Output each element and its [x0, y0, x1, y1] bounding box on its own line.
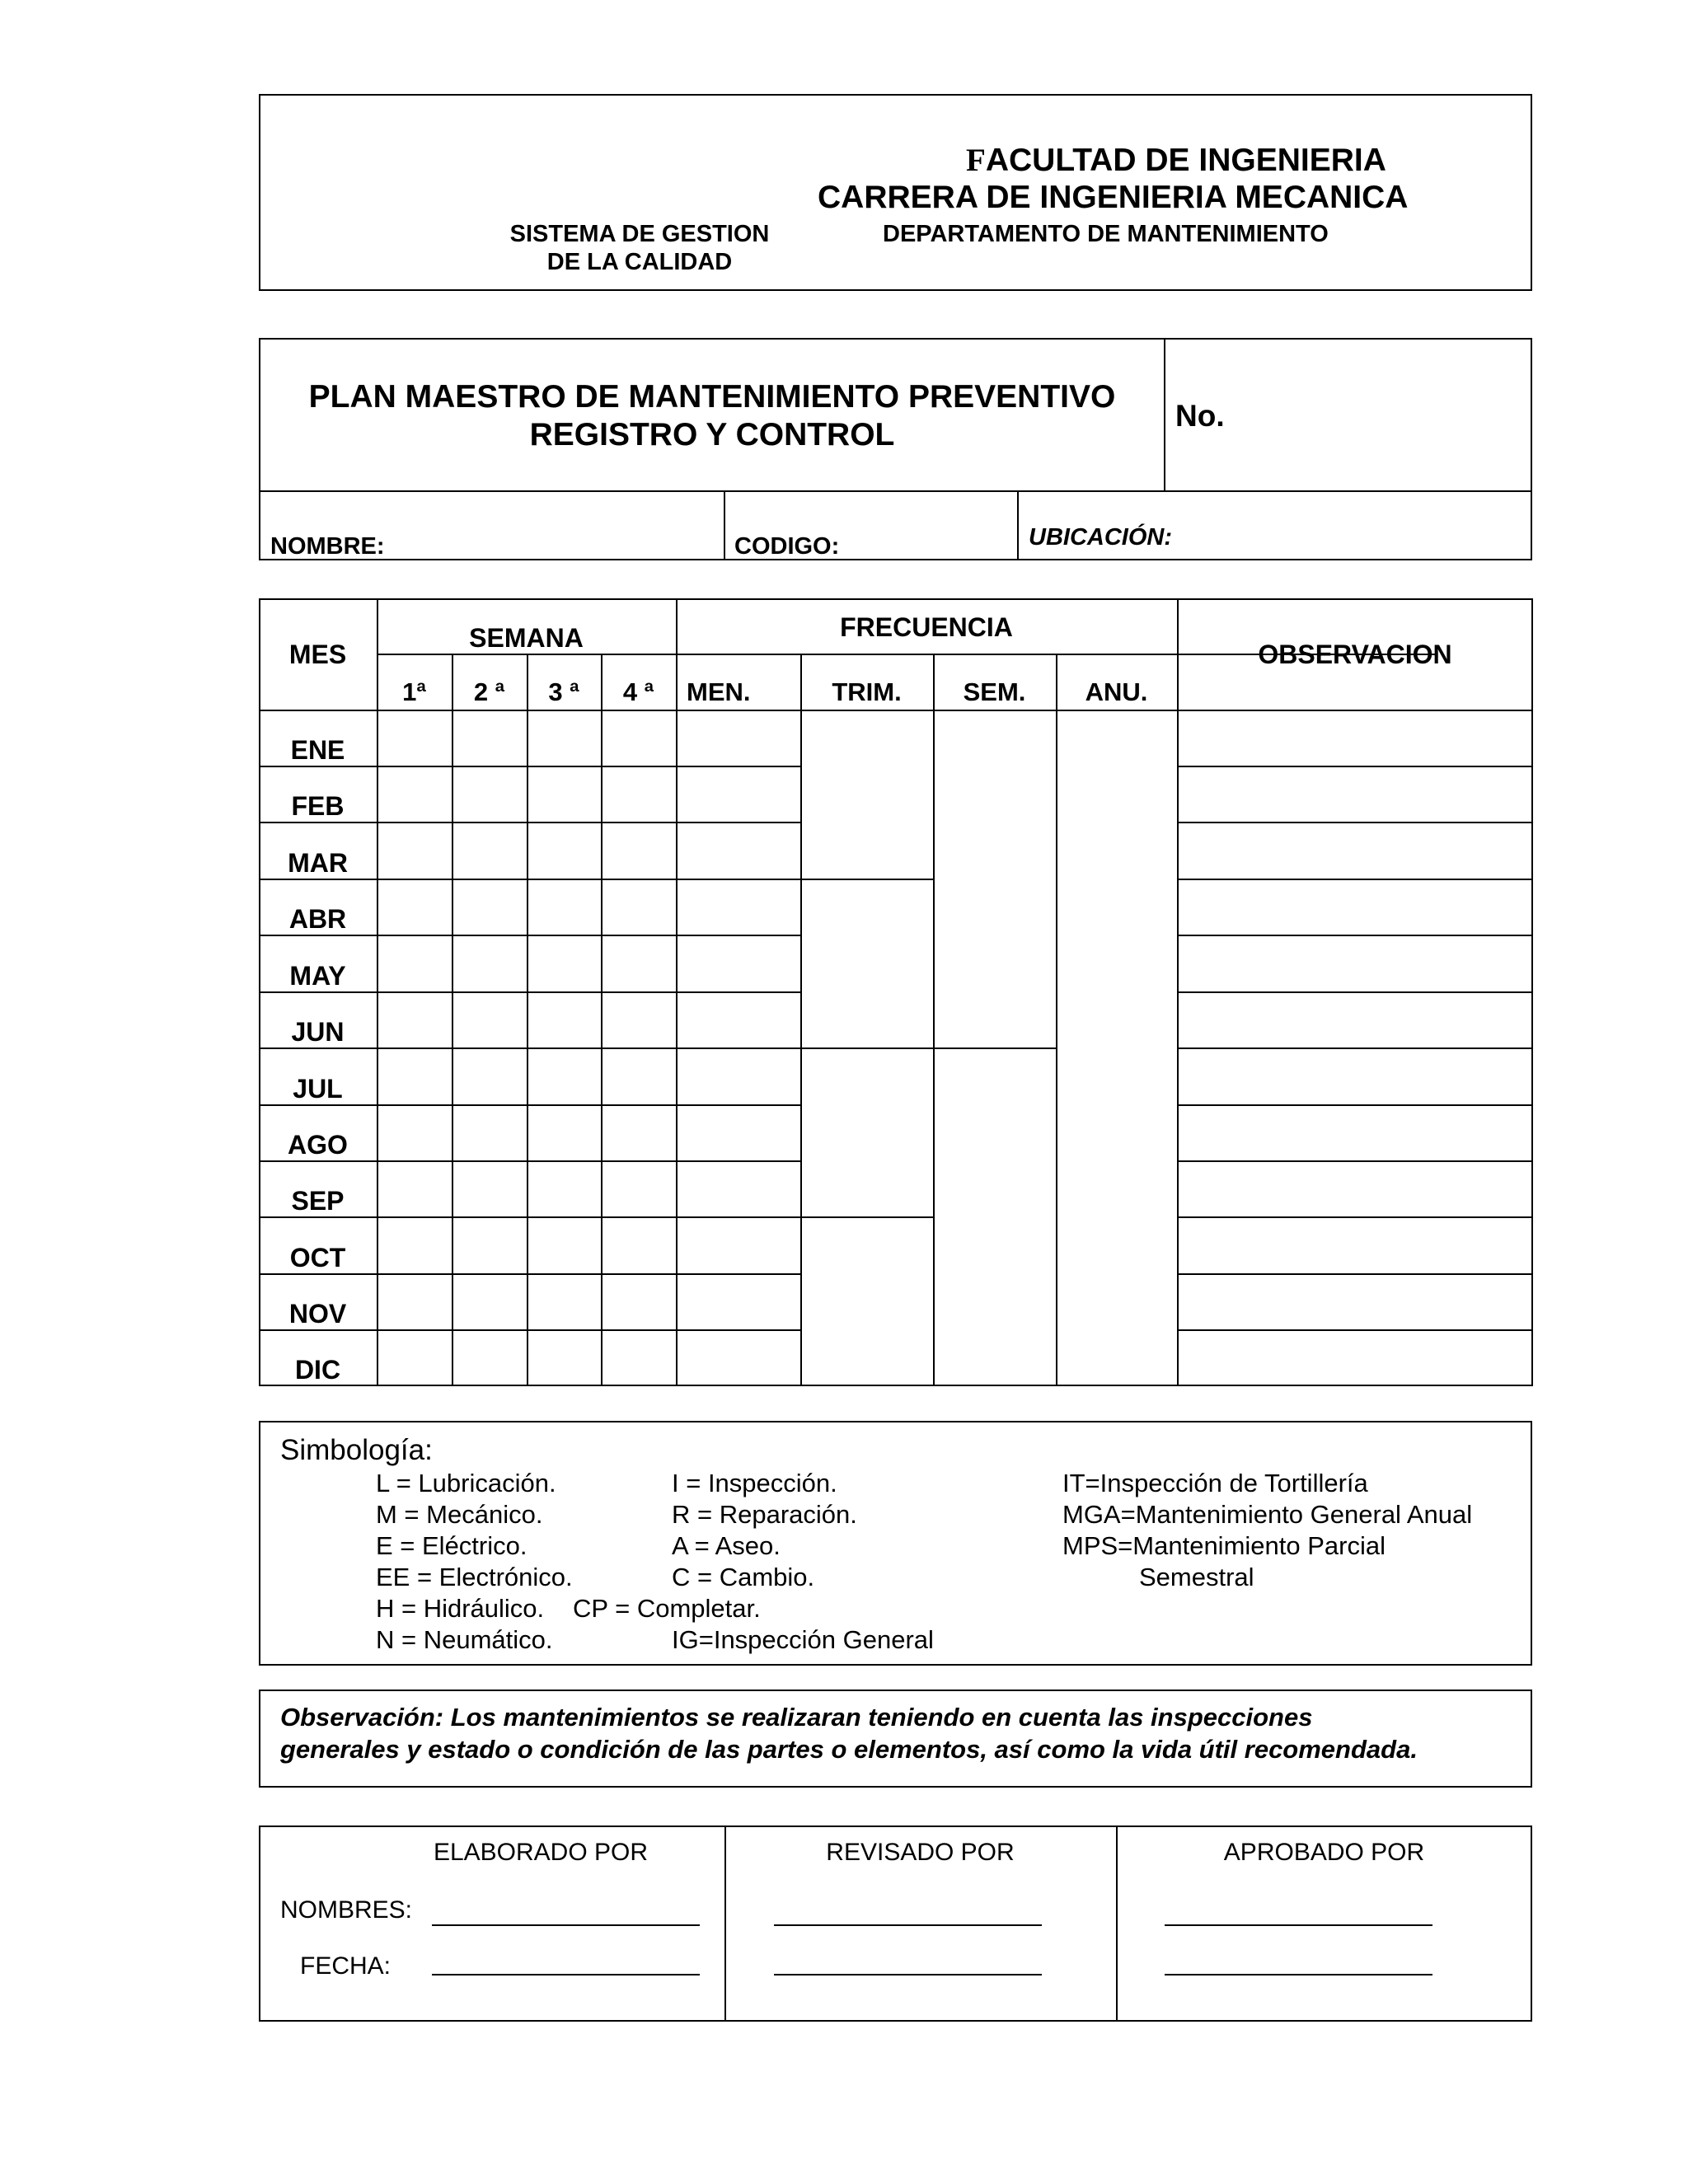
plan-box [259, 338, 1532, 560]
elaborado-date-line[interactable] [432, 1974, 700, 1975]
sym-mantenimiento-parcial: MPS=Mantenimiento Parcial [1062, 1531, 1386, 1560]
freq-semiannual-header: SEM. [963, 677, 1026, 706]
week-4-header: 4 ª [622, 677, 654, 706]
month-mar: MAR [288, 848, 348, 878]
quality-system-line1: SISTEMA DE GESTION [509, 221, 770, 247]
code-label[interactable]: CODIGO: [734, 533, 840, 560]
aprobado-date-line[interactable] [1165, 1974, 1432, 1975]
sym-semestral: Semestral [1139, 1563, 1254, 1591]
aprobado-header: APROBADO POR [1223, 1839, 1425, 1866]
symbology-box [259, 1421, 1532, 1666]
fecha-label: FECHA: [300, 1952, 392, 1980]
revisado-date-line[interactable] [774, 1974, 1042, 1975]
sym-inspeccion-general: IG=Inspección General [672, 1625, 934, 1654]
month-nov: NOV [288, 1299, 347, 1329]
plan-title-line1: PLAN MAESTRO DE MANTENIMIENTO PREVENTIVO [308, 379, 1116, 415]
symbology-title: Simbología: [280, 1434, 433, 1466]
sym-electronico: EE = Electrónico. [376, 1563, 573, 1591]
faculty-initial: F [966, 143, 986, 178]
name-label[interactable]: NOMBRE: [270, 533, 385, 560]
week-1-header: 1ª [402, 677, 426, 706]
career-title: CARRERA DE INGENIERIA MECANICA [818, 180, 1409, 215]
month-oct: OCT [289, 1243, 346, 1272]
number-label: No. [1175, 399, 1225, 433]
revisado-name-line[interactable] [774, 1924, 1042, 1926]
signatures-box [259, 1825, 1532, 2022]
sym-aseo: A = Aseo. [672, 1531, 781, 1560]
observation-line1: Observación: Los mantenimientos se realizaran teniendo en cuenta las inspecciones [280, 1703, 1313, 1732]
week-2-header: 2 ª [473, 677, 505, 706]
sym-lubricacion: L = Lubricación. [376, 1469, 556, 1497]
semana-header: SEMANA [469, 623, 584, 653]
plan-title-line2: REGISTRO Y CONTROL [529, 417, 895, 452]
month-sep: SEP [291, 1186, 345, 1216]
department-title: DEPARTAMENTO DE MANTENIMIENTO [883, 221, 1329, 247]
sym-neumatico: N = Neumático. [376, 1625, 553, 1654]
location-label[interactable]: UBICACIÓN: [1029, 524, 1172, 551]
freq-monthly-header: MEN. [687, 677, 751, 706]
revisado-header: REVISADO POR [826, 1839, 1015, 1866]
maintenance-table [259, 598, 1533, 1386]
faculty-title [966, 142, 1386, 179]
sym-mecanico: M = Mecánico. [376, 1500, 543, 1529]
mes-header: MES [288, 640, 347, 669]
elaborado-header: ELABORADO POR [433, 1839, 649, 1866]
elaborado-name-line[interactable] [432, 1924, 700, 1926]
observation-line2: generales y estado o condición de las partes o elementos, así como la vida útil recomendada. [280, 1735, 1418, 1764]
freq-annual-header: ANU. [1085, 677, 1148, 706]
sym-inspeccion: I = Inspección. [672, 1469, 837, 1497]
month-ago: AGO [288, 1130, 348, 1160]
frecuencia-header: FRECUENCIA [840, 612, 1013, 642]
aprobado-name-line[interactable] [1165, 1924, 1432, 1926]
month-jun: JUN [291, 1017, 345, 1047]
week-3-header: 3 ª [548, 677, 579, 706]
month-ene: ENE [290, 735, 345, 765]
sym-cambio: C = Cambio. [672, 1563, 815, 1591]
observation-box [259, 1690, 1532, 1788]
header-box [259, 94, 1532, 291]
faculty-rest: ACULTAD DE INGENIERIA [985, 143, 1386, 178]
month-abr: ABR [288, 904, 347, 934]
sym-completar: CP = Completar. [573, 1594, 761, 1623]
month-jul: JUL [293, 1074, 343, 1104]
month-may: MAY [289, 961, 346, 991]
sym-inspeccion-tortilleria: IT=Inspección de Tortillería [1062, 1469, 1368, 1497]
quality-system-line2: DE LA CALIDAD [546, 249, 733, 275]
month-dic: DIC [294, 1355, 341, 1385]
sym-mantenimiento-general-anual: MGA=Mantenimiento General Anual [1062, 1500, 1473, 1529]
sym-hidraulico: H = Hidráulico. [376, 1594, 545, 1623]
freq-quarterly-header: TRIM. [832, 677, 902, 706]
nombres-label: NOMBRES: [280, 1896, 413, 1924]
sym-reparacion: R = Reparación. [672, 1500, 857, 1529]
observacion-header: OBSERVACION [1258, 640, 1452, 669]
month-feb: FEB [291, 791, 345, 821]
sym-electrico: E = Eléctrico. [376, 1531, 528, 1560]
